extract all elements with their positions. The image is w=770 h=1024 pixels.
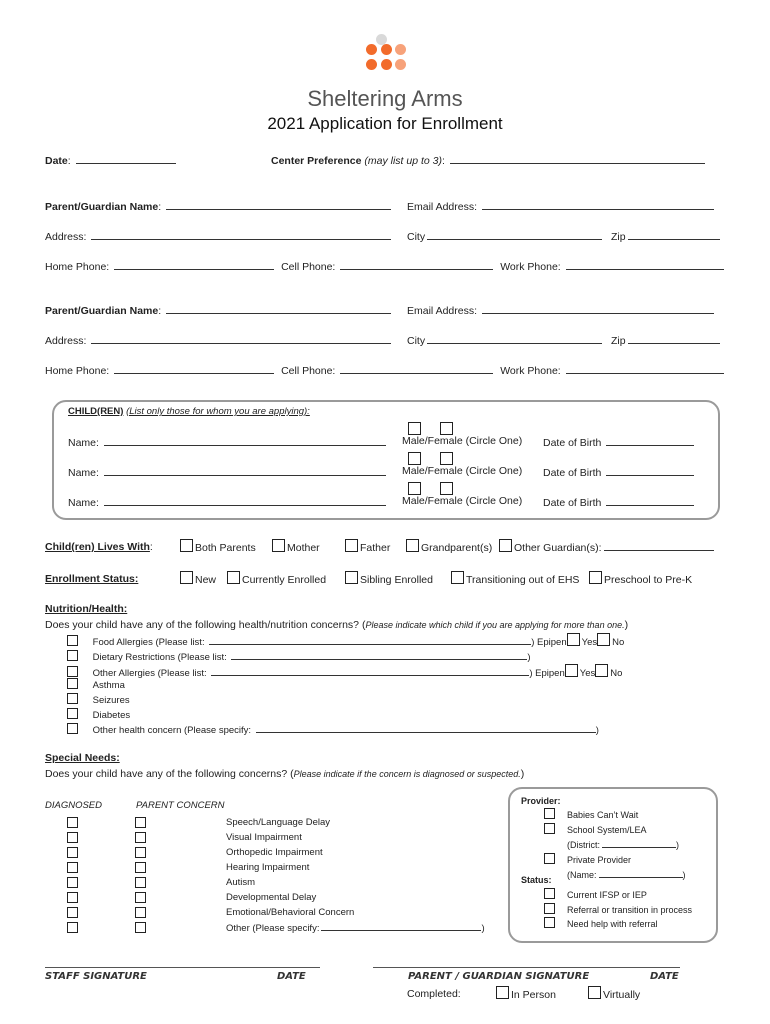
food-allergies-field[interactable] [209,634,531,645]
guardian1-city-field[interactable] [427,229,602,240]
parent-concern-checkbox[interactable] [135,832,146,843]
other-allergies-checkbox[interactable] [67,666,78,677]
logo-dot [366,44,377,55]
child1-name-field[interactable] [104,435,386,446]
guardian1-email-row [407,199,714,213]
other-allergies-field[interactable] [211,665,529,676]
food-allergies-close: ) [531,637,535,648]
district-label: (District: [567,840,600,850]
guardian2-name-row: Parent/Guardian Name: [45,303,391,317]
both-parents-label: Both Parents [195,542,256,554]
date-field[interactable] [76,153,176,164]
new-checkbox[interactable] [180,571,193,584]
lives-with-both[interactable] [180,539,256,554]
guardian2-address-row [45,333,391,347]
guardian1-zip-label: Zip [611,231,626,243]
nutrition-heading: Nutrition/Health: [45,603,128,615]
enroll-sibling[interactable] [345,571,433,586]
guardian2-home-phone-label: Home Phone: [45,365,110,377]
special-need-other-field[interactable] [321,920,481,931]
transitioning-ehs-checkbox[interactable] [451,571,464,584]
enroll-current[interactable] [227,571,326,586]
other-epipen-yes-checkbox[interactable] [565,664,578,677]
preschool-prek-checkbox[interactable] [589,571,602,584]
guardian1-city-row [407,229,720,243]
enroll-prek[interactable] [589,571,692,586]
logo-dot [381,44,392,55]
guardian2-home-phone-field[interactable] [114,363,274,374]
completed-virtually[interactable] [588,986,640,1001]
children-hint: (List only those for whom you are applying): [126,406,310,417]
parent-concern-checkbox[interactable] [135,862,146,873]
special-need-item: Developmental Delay [226,892,317,903]
other-allergies-row [67,664,622,679]
parent-concern-checkbox[interactable] [135,817,146,828]
logo [360,34,410,76]
lives-with-other[interactable] [499,539,714,554]
dietary-label: Dietary Restrictions (Please list: [92,652,227,663]
staff-signature-label: STAFF SIGNATURE [45,971,147,982]
referral-checkbox[interactable] [544,903,555,914]
provider-name-row [544,867,686,883]
status-referral-row [544,903,692,918]
food-epipen-yes-label: Yes [581,637,598,648]
diabetes-label: Diabetes [92,710,131,721]
special-need-item: Visual Impairment [226,832,302,843]
diagnosed-checkbox[interactable] [67,832,78,843]
child2-name-label: Name: [68,467,99,479]
guardian1-home-phone-label: Home Phone: [45,261,110,273]
diagnosed-checkbox[interactable] [67,847,78,858]
other-epipen-no-label: No [610,668,623,679]
seizures-row [67,693,130,706]
nutrition-question-end: ) [624,619,629,631]
lives-with-grandparents[interactable] [406,539,492,554]
center-pref-label: Center Preference [271,155,362,167]
center-pref-hint: (may list up to 3) [364,155,442,167]
child3-male-checkbox[interactable] [408,482,421,495]
guardian2-cell-phone-label: Cell Phone: [281,365,336,377]
food-epipen-no-checkbox[interactable] [597,633,610,646]
special-need-other-close: ) [481,923,485,934]
special-need-item: Emotional/Behavioral Concern [226,907,355,918]
col-parent-concern: PARENT CONCERN [136,800,225,811]
guardian1-name-field[interactable] [166,199,391,210]
bcw-label: Babies Can’t Wait [567,810,639,820]
child2-dob-label: Date of Birth [543,467,602,479]
date-row: Date: [45,153,176,167]
parent-signature-line[interactable] [373,967,680,968]
special-need-item: Other (Please specify: [226,923,320,934]
guardian2-cell-phone-field[interactable] [340,363,493,374]
child1-dob-label: Date of Birth [543,437,602,449]
other-health-row [67,722,599,736]
guardian2-city-row [407,333,720,347]
parent-concern-checkbox[interactable] [135,922,146,933]
logo-dot [395,44,406,55]
status-ifsp-row [544,888,692,903]
special-need-item: Orthopedic Impairment [226,847,323,858]
child3-dob-field[interactable] [606,495,694,506]
child2-dob-field[interactable] [606,465,694,476]
other-allergies-label: Other Allergies (Please list: [92,668,207,679]
currently-enrolled-label: Currently Enrolled [242,574,327,586]
guardian2-city-field[interactable] [427,333,602,344]
dietary-close: ) [527,652,531,663]
child1-gender-label: Male/Female (Circle One) [402,435,523,447]
lives-with-label-row: Child(ren) Lives With: [45,541,153,553]
school-system-checkbox[interactable] [544,823,555,834]
children-heading: CHILD(REN) [68,406,124,417]
nutrition-question: Does your child have any of the following health/nutrition concerns? ( [45,619,366,631]
bcw-checkbox[interactable] [544,808,555,819]
child2-gender-label: Male/Female (Circle One) [402,465,523,477]
status-options [544,888,692,932]
ifsp-label: Current IFSP or IEP [567,890,647,900]
diagnosed-checkboxes [67,814,80,934]
child1-female-checkbox[interactable] [440,422,453,435]
district-field[interactable] [602,837,676,848]
private-provider-label: Private Provider [567,854,632,865]
nutrition-question-row [45,619,628,631]
status-help-row [544,917,692,932]
need-help-checkbox[interactable] [544,917,555,928]
guardian1-zip-field[interactable] [628,229,720,240]
parent-concern-checkbox[interactable] [135,877,146,888]
guardian1-email-label: Email Address: [407,201,478,213]
food-epipen-no-label: No [612,637,625,648]
guardian1-phones-row [45,259,724,273]
other-allergies-close: ) [529,668,533,679]
other-epipen-yes-label: Yes [579,668,596,679]
child1-name-row [68,435,386,449]
diabetes-checkbox[interactable] [67,708,78,719]
special-need-item: Hearing Impairment [226,862,310,873]
child2-female-checkbox[interactable] [440,452,453,465]
diagnosed-checkbox[interactable] [67,862,78,873]
child2-name-row [68,465,386,479]
diabetes-row [67,708,130,721]
guardian2-name-field[interactable] [166,303,391,314]
ifsp-checkbox[interactable] [544,888,555,899]
special-needs-heading: Special Needs: [45,752,120,764]
guardian1-cell-phone-field[interactable] [340,259,493,270]
diagnosed-checkbox[interactable] [67,907,78,918]
guardian1-address-label: Address: [45,231,87,243]
guardian2-address-label: Address: [45,335,87,347]
date-label: Date [45,155,68,167]
special-need-item: Autism [226,877,256,888]
enrollment-label: Enrollment Status: [45,573,139,585]
child3-name-row [68,495,386,509]
provider-label: Provider: [521,796,561,806]
need-help-label: Need help with referral [567,919,658,929]
provider-options [544,808,686,883]
center-pref-row: Center Preference (may list up to 3): [271,153,705,167]
child1-name-label: Name: [68,437,99,449]
guardian1-name-row: Parent/Guardian Name: [45,199,391,213]
special-needs-hint: Please indicate if the concern is diagnosed or suspected. [293,769,521,779]
special-needs-question-row [45,768,524,780]
guardian2-work-phone-field[interactable] [566,363,724,374]
guardian1-work-phone-label: Work Phone: [500,261,561,273]
food-allergies-label: Food Allergies (Please list: [92,637,205,648]
child3-dob-label: Date of Birth [543,497,602,509]
district-close: ) [676,840,679,850]
provider-bcw-row [544,808,686,823]
mother-label: Mother [287,542,320,554]
enroll-ehs[interactable] [451,571,579,586]
diagnosed-checkbox[interactable] [67,892,78,903]
parent-concern-checkbox[interactable] [135,907,146,918]
guardian2-work-phone-label: Work Phone: [500,365,561,377]
other-epipen-no-checkbox[interactable] [595,664,608,677]
new-label: New [195,574,217,586]
school-system-label: School System/LEA [567,824,647,835]
other-health-label: Other health concern (Please specify: [92,725,252,736]
grandparents-label: Grandparent(s) [421,542,493,554]
asthma-row [67,678,125,691]
guardian2-address-field[interactable] [91,333,391,344]
brand-name: Sheltering Arms [307,86,463,111]
special-needs-question-end: ) [520,768,525,780]
child3-name-label: Name: [68,497,99,509]
dietary-checkbox[interactable] [67,650,78,661]
other-health-close: ) [595,725,599,736]
food-epipen-yes-checkbox[interactable] [567,633,580,646]
child1-male-checkbox[interactable] [408,422,421,435]
staff-signature-line[interactable] [45,967,320,968]
asthma-label: Asthma [92,680,125,691]
food-epipen-label: Epipen [537,637,567,648]
logo-dot [366,59,377,70]
father-label: Father [360,542,391,554]
guardian2-email-label: Email Address: [407,305,478,317]
form-title: 2021 Application for Enrollment [267,114,503,133]
child3-gender-label: Male/Female (Circle One) [402,495,523,507]
child2-name-field[interactable] [104,465,386,476]
special-need-other-row [226,920,485,936]
grandparents-checkbox[interactable] [406,539,419,552]
guardian1-address-field[interactable] [91,229,391,240]
parent-concern-checkbox[interactable] [135,892,146,903]
child2-male-checkbox[interactable] [408,452,421,465]
guardian2-email-field[interactable] [482,303,714,314]
logo-dot [395,59,406,70]
col-diagnosed: DIAGNOSED [45,800,103,811]
guardian2-email-row [407,303,714,317]
child1-dob-row [543,435,694,449]
parent-signature-label: PARENT / GUARDIAN SIGNATURE [408,971,590,982]
sibling-enrolled-label: Sibling Enrolled [360,574,433,586]
nutrition-hint: Please indicate which child if you are applying for more than one. [365,620,625,630]
father-checkbox[interactable] [345,539,358,552]
parent-date-label: DATE [650,971,679,982]
diagnosed-checkbox[interactable] [67,877,78,888]
completed-label: Completed: [407,988,461,1000]
diagnosed-checkbox[interactable] [67,817,78,828]
diagnosed-checkbox[interactable] [67,922,78,933]
virtually-label: Virtually [603,989,641,1001]
parent-concern-checkbox[interactable] [135,847,146,858]
provider-school-row [544,823,686,838]
staff-date-label: DATE [277,971,306,982]
child2-dob-row [543,465,694,479]
asthma-checkbox[interactable] [67,678,78,689]
special-need-item: Speech/Language Delay [226,817,331,828]
lives-with-father[interactable] [345,539,390,554]
guardian1-name-label: Parent/Guardian Name [45,201,159,213]
other-epipen-label: Epipen [535,668,565,679]
special-needs-question: Does your child have any of the following concerns? ( [45,768,294,780]
special-needs-list [226,815,485,936]
food-allergies-row [67,633,624,648]
referral-label: Referral or transition in process [567,904,693,915]
other-health-checkbox[interactable] [67,723,78,734]
child1-dob-field[interactable] [606,435,694,446]
lives-with-label: Child(ren) Lives With [45,541,150,553]
food-allergies-checkbox[interactable] [67,635,78,646]
logo-dot [381,59,392,70]
virtually-checkbox[interactable] [588,986,601,999]
dietary-row [67,649,531,663]
provider-name-field[interactable] [599,867,683,878]
child3-female-checkbox[interactable] [440,482,453,495]
private-provider-checkbox[interactable] [544,853,555,864]
guardian1-address-row [45,229,391,243]
provider-name-label: (Name: [567,870,597,880]
guardian2-city-label: City [407,335,426,347]
parent-concern-checkboxes [135,814,148,934]
lives-with-mother[interactable] [272,539,320,554]
child3-dob-row [543,495,694,509]
transitioning-ehs-label: Transitioning out of EHS [466,574,580,586]
enroll-new[interactable] [180,571,216,586]
other-guardian-checkbox[interactable] [499,539,512,552]
both-parents-checkbox[interactable] [180,539,193,552]
mother-checkbox[interactable] [272,539,285,552]
other-guardian-field[interactable] [604,540,714,551]
guardian1-cell-phone-label: Cell Phone: [281,261,336,273]
guardian2-zip-label: Zip [611,335,626,347]
provider-name-close: ) [682,870,686,880]
center-pref-field[interactable] [450,153,705,164]
in-person-label: In Person [511,989,556,1001]
guardian2-phones-row [45,363,724,377]
in-person-checkbox[interactable] [496,986,509,999]
currently-enrolled-checkbox[interactable] [227,571,240,584]
completed-in-person[interactable] [496,986,556,1001]
dietary-field[interactable] [231,649,527,660]
seizures-checkbox[interactable] [67,693,78,704]
children-heading-row [68,406,310,417]
sibling-enrolled-checkbox[interactable] [345,571,358,584]
other-guardian-label: Other Guardian(s): [514,542,602,554]
preschool-prek-label: Preschool to Pre-K [604,574,693,586]
other-health-field[interactable] [256,722,596,733]
guardian1-city-label: City [407,231,426,243]
seizures-label: Seizures [92,695,130,706]
guardian1-home-phone-field[interactable] [114,259,274,270]
guardian2-zip-field[interactable] [628,333,720,344]
status-label: Status: [521,875,552,885]
guardian2-name-label: Parent/Guardian Name [45,305,159,317]
child3-name-field[interactable] [104,495,386,506]
guardian1-work-phone-field[interactable] [566,259,724,270]
guardian1-email-field[interactable] [482,199,714,210]
provider-private-row [544,853,686,868]
provider-district-row [544,837,686,853]
